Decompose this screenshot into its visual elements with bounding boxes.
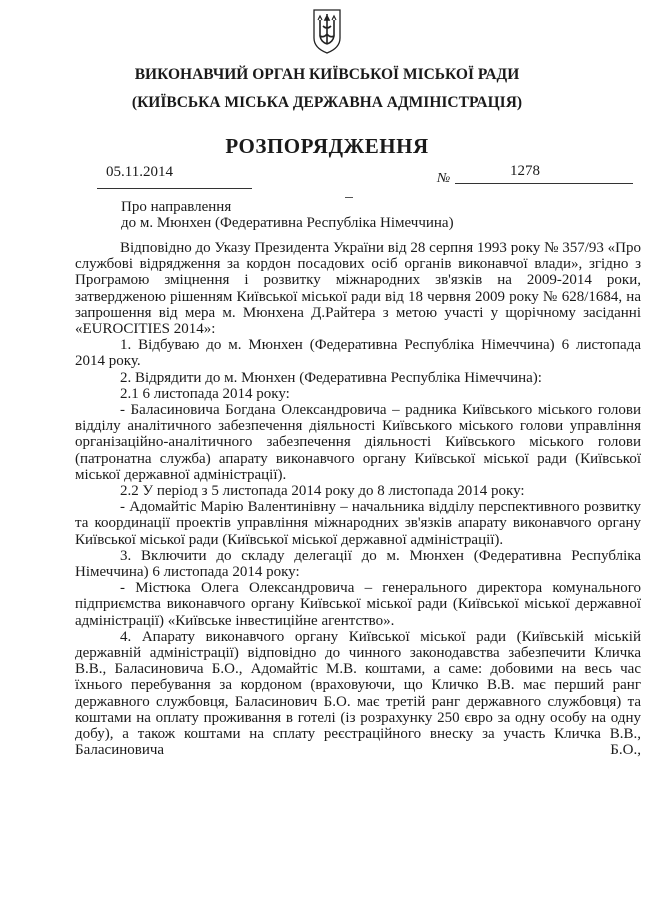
document-body (75, 240, 641, 759)
clause-1: 1. Відбуваю до м. Мюнхен (Федеративна Республіка Німеччина) 6 листопада 2014 року. (75, 337, 641, 370)
clause-3: 3. Включити до складу делегації до м. Мюнхен (Федеративна Республіка Німеччина) 6 листопада 2014 року: (75, 547, 641, 581)
document-date: 05.11.2014 (106, 164, 173, 180)
subject-line-2: до м. Мюнхен (Федеративна Республіка Німеччина) (121, 215, 454, 231)
clause-4: 4. Апарату виконавчого органу Київської міської ради (Київській міській державній адміністрації) відповідно до чинного законодавства забезпечити Кличка В.В., Баласиновича Б.О., Адомайтіс М.В. коштами, а саме: добовими на весь час їхнього перебування за кордоном (враховуючи, що Кличко В.В. має перший ранг державного службовця, Баласинович Б.О. має третій ранг державного службовця) та коштами на оплату проживання в готелі (із розрахунку 250 євро за одну особу на одну добу), а також коштами на сплату реєстраційного внеску за участь Кличка В.В., Баласиновича Б.О., (75, 628, 641, 759)
clause-2-2: 2.2 У період з 5 листопада 2014 року до 8 листопада 2014 року: (120, 483, 525, 500)
subject-line-1: Про направлення (121, 199, 232, 215)
number-underline (455, 183, 633, 184)
date-underline (97, 188, 252, 189)
margin-mark (345, 197, 353, 198)
clause-2-2-person: - Адомайтіс Марію Валентинівну – начальника відділу перспективного розвитку та координації проектів управління міжнародних зв'язків апарату виконавчого органу Київської міської ради (Київської міської державної адміністрації). (75, 499, 641, 548)
number-symbol: № (437, 171, 451, 186)
clause-2-1-person: - Баласиновича Богдана Олександровича – радника Київського міського голови відділу аналітичного забезпечення діяльності Київського міського голови управління організаційно-аналітичного забезпечення діяльності Київського міського голови (патронатна служба) апарату виконавчого органу Київської міської ради (Київської міської державної адміністрації). (75, 402, 641, 483)
document-type-title: РОЗПОРЯДЖЕННЯ (225, 134, 429, 158)
preamble-paragraph: Відповідно до Указу Президента України від 28 серпня 1993 року № 357/93 «Про службові відрядження за кордон посадових осіб органів виконавчої влади», згідно з Програмою зміцнення і розвитку міжнародних зв'язків на 2009-2014 роки, затвердженою рішенням Київської міської ради від 18 червня 2009 року № 628/1684, на запрошення від мера м. Мюнхена Д.Райтера з метою участі у щорічному засіданні «EUROCITIES 2014»: (75, 240, 641, 338)
document-number: 1278 (510, 163, 540, 179)
clause-2: 2. Відрядити до м. Мюнхен (Федеративна Республіка Німеччина): (120, 369, 542, 386)
clause-2-1: 2.1 6 листопада 2014 року: (120, 385, 290, 402)
issuing-organization: ВИКОНАВЧИЙ ОРГАН КИЇВСЬКОЇ МІСЬКОЇ РАДИ (134, 66, 520, 83)
clause-3-person: - Містюка Олега Олександровича – генерального директора комунального підприємства виконавчого органу Київської міської ради (Київської міської державної адміністрації) «Київське інвестиційне агентство». (75, 580, 641, 629)
issuing-organization-subtitle: (КИЇВСЬКА МІСЬКА ДЕРЖАВНА АДМІНІСТРАЦІЯ) (131, 94, 523, 111)
coat-of-arms-trident-icon (312, 8, 342, 54)
